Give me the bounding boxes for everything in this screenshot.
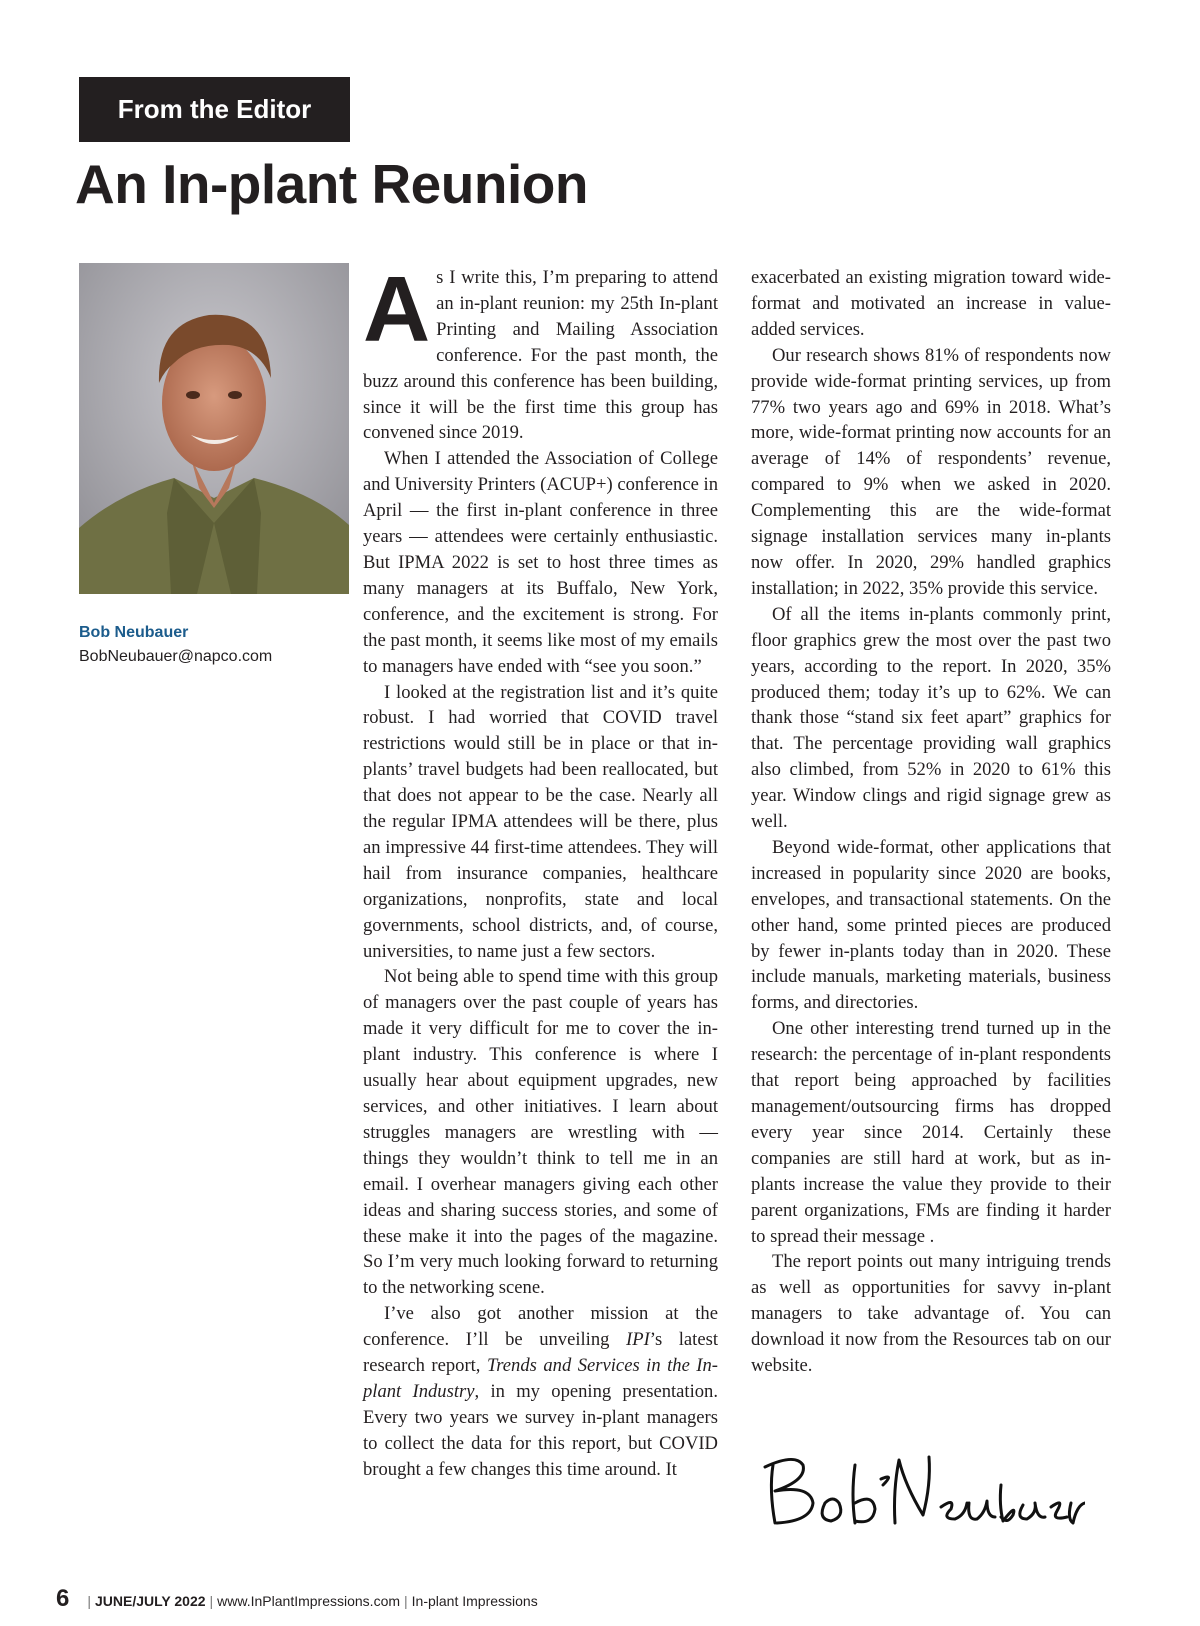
footer-separator: |	[404, 1593, 408, 1609]
article-paragraph: I looked at the registration list and it’s quite robust. I had worried that COVID travel restrictions would still be in place or that in-plants’ travel budgets had been reallocated, but that does not appear to be the case. Nearly all the regular IPMA attendees will be there, plus an impressive 44 first-time attendees. They will hail from insurance companies, healthcare organizations, nonprofits, state and local governments, school districts, and, of course, universities, to name just a few sectors.	[363, 681, 718, 962]
article-paragraph: I’ve also got another mission at the conference. I’ll be unveiling IPI’s latest research report, Trends and Services in the In-plant Industry, in my opening presentation. Every two years we survey in-plant managers to collect the data for this report, but COVID brought a few changes this time around. It	[363, 1303, 719, 1480]
page-footer	[56, 1585, 538, 1613]
article-paragraph: Of all the items in-plants commonly print, floor graphics grew the most over the past two years, according to the report. In 2020, 35% produced them; today it’s up to 62%. We can thank those “stand six feet apart” graphics for that. The percentage providing wall graphics also climbed, from 52% in 2020 to 61% this year. Window clings and rigid signage grew as well.	[751, 603, 1111, 833]
article-paragraph: The report points out many intriguing trends as well as opportunities for savvy in-plant managers to take advantage of. You can download it now from the Resources tab on our website.	[751, 1251, 1111, 1377]
article-title: An In-plant Reunion	[75, 153, 588, 215]
footer-website: www.InPlantImpressions.com	[217, 1593, 401, 1609]
drop-cap: A	[363, 257, 431, 361]
article-paragraph: exacerbated an existing migration toward wide-format and motivated an increase in value-added services.	[751, 267, 1111, 340]
footer-separator: |	[87, 1593, 91, 1609]
article-column-1	[363, 257, 719, 1483]
footer-issue: JUNE/JULY 2022	[95, 1593, 206, 1609]
page-number: 6	[56, 1585, 70, 1612]
footer-publication: In-plant Impressions	[411, 1593, 538, 1609]
author-name: Bob Neubauer	[79, 624, 189, 641]
article-paragraph: As I write this, I’m preparing to attend an in-plant reunion: my 25th In-plant Printing and Mailing Association conference. For the past month, the buzz around this conference has been building, since it will be the first time this group has convened since 2019.	[363, 257, 718, 444]
article-paragraph: Not being able to spend time with this group of managers over the past couple of years has made it very difficult for me to cover the in-plant industry. This conference is where I usually hear about equipment upgrades, new services, and other initiatives. I learn about struggles managers are wrestling with — things they wouldn’t think to tell me in an email. I overhear managers giving each other ideas and sharing success stories, and some of these make it into the pages of the magazine. So I’m very much looking forward to returning to the networking scene.	[363, 966, 718, 1299]
article-paragraph: One other interesting trend turned up in the research: the percentage of in-plant respondents that report being approached by facilities management/outsourcing firms has dropped every year since 2014. Certainly these companies are still hard at work, but as in-plants increase the value they provide to their parent organizations, FMs are finding it harder to spread their message .	[751, 1018, 1111, 1247]
article-column-2	[751, 265, 1111, 1379]
author-email: BobNeubauer@napco.com	[79, 648, 273, 665]
footer-separator: |	[209, 1593, 214, 1609]
article-paragraph: Beyond wide-format, other applications that increased in popularity since 2020 are books, envelopes, and transactional statements. On the other hand, some printed pieces are produced by fewer in-plants today than in 2020. These include manuals, marketing materials, business forms, and directories.	[751, 836, 1111, 1014]
author-photo	[79, 263, 349, 594]
section-label: From the Editor	[79, 77, 350, 142]
article-paragraph: When I attended the Association of College and University Printers (ACUP+) conference in April — the first in-plant conference in three years — attendees were certainly enthusiastic. But IPMA 2022 is set to host three times as many managers at its Buffalo, New York, conference, and the excitement is strong. For the past month, it seems like most of my emails to managers have ended with “see you soon.”	[363, 448, 718, 677]
signature	[755, 1445, 1085, 1535]
article-paragraph: Our research shows 81% of respondents now provide wide-format printing services, up from 77% two years ago and 69% in 2018. What’s more, wide-format printing now accounts for an average of 14% of respondents’ revenue, compared to 9% when we asked in 2020. Complementing this are the wide-format signage installation services many in-plants now offer. In 2020, 29% handled graphics installation; in 2022, 35% provide this service.	[751, 344, 1111, 599]
